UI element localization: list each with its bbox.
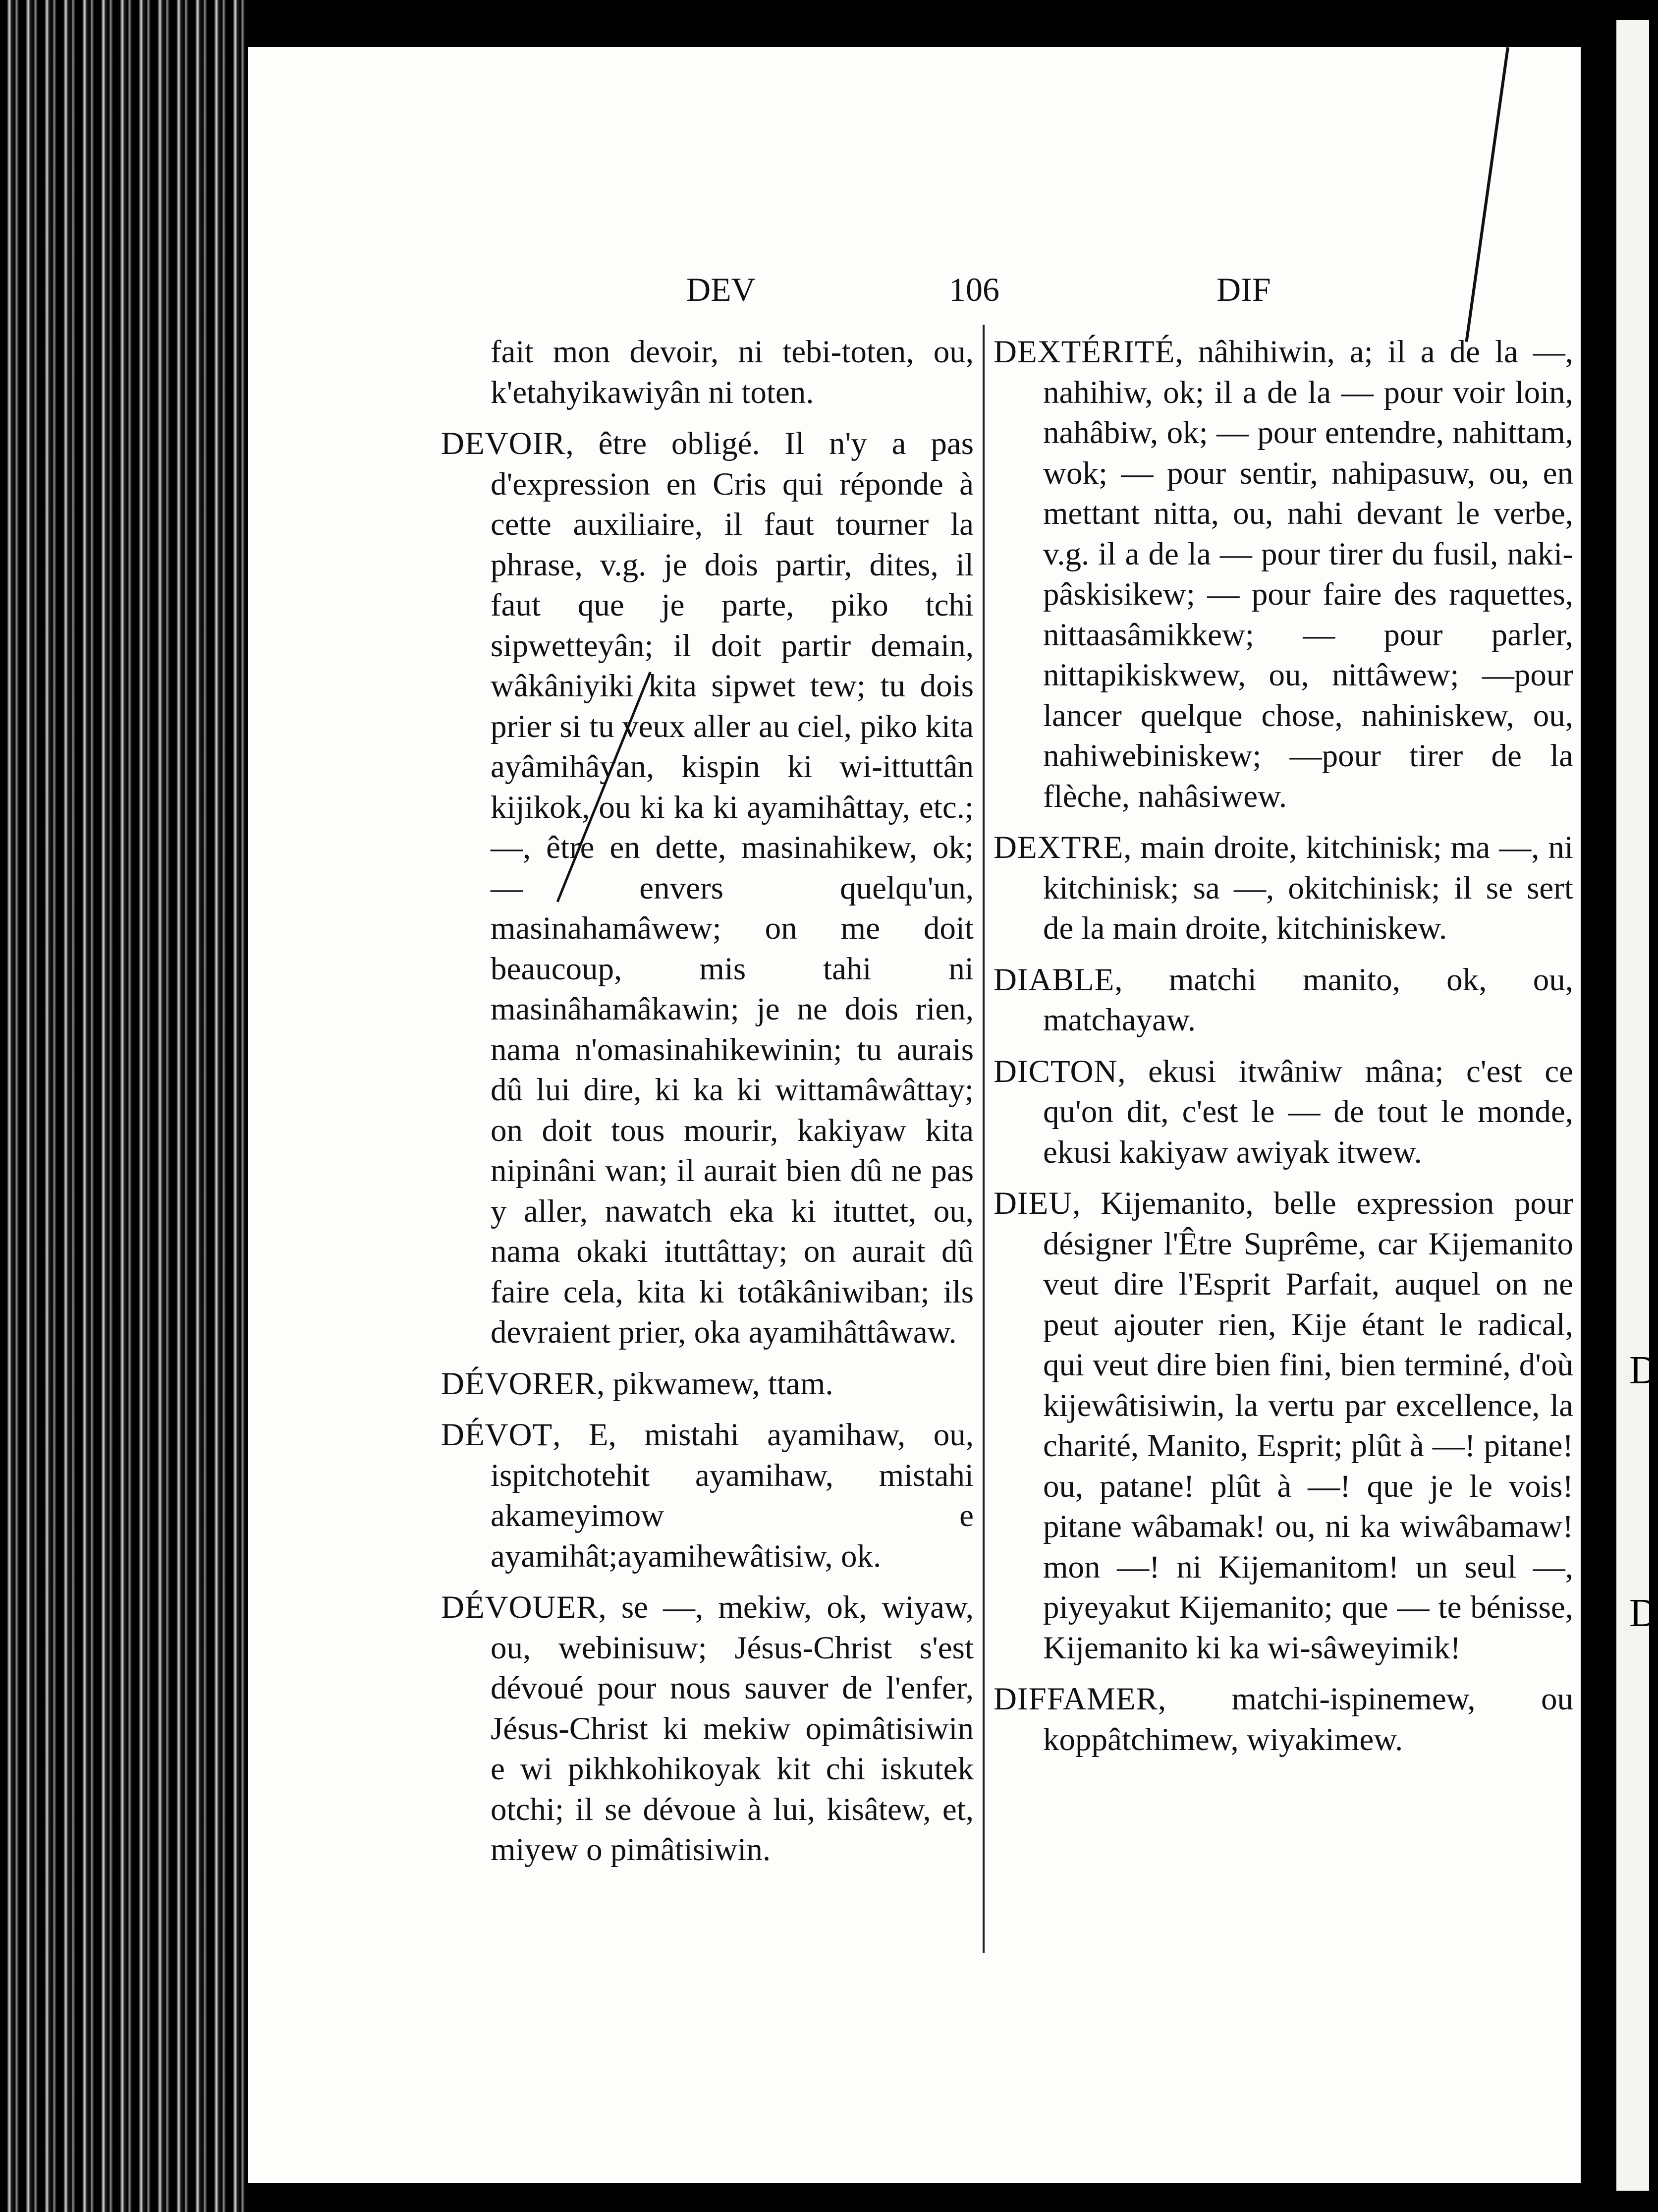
- entry-headword: DÉVOUER: [441, 1589, 599, 1625]
- adjacent-page-edge: [1581, 0, 1649, 2212]
- entry-headword: DIEU: [994, 1186, 1073, 1221]
- entry-headword: DICTON: [994, 1053, 1118, 1089]
- left-column: [441, 332, 974, 1881]
- dictionary-entry: [994, 828, 1573, 949]
- dictionary-entry: [441, 1415, 974, 1577]
- adjacent-page-letter: D: [1629, 1349, 1658, 1392]
- dictionary-entry: [441, 424, 974, 1353]
- dictionary-page: [248, 47, 1581, 2183]
- entry-headword: DEXTRE: [994, 830, 1124, 865]
- entry-text: , pikwamew, ttam.: [596, 1365, 833, 1402]
- adjacent-page-letter: D: [1629, 1591, 1658, 1635]
- column-divider: [983, 325, 985, 1953]
- entry-text: , E, mistahi ayamihaw, ou, ispitchotehit ayamihaw, mistahi akameyimow e ayamihât;ayamihewâtisiw, ok.: [491, 1417, 974, 1574]
- entry-text: , être obligé. Il n'y a pas d'expression en Cris qui réponde à cette auxiliaire, il faut tourner la phrase, v.g. je dois partir, dites, il faut que je parte, piko tchi sipwetteyân; il doit partir demain, wâkâniyiki kita sipwet tew; tu dois prier si tu veux aller au ciel, piko kita ayâmihâyan, kispin ki wi-ittuttân kijikok, ou ki ka ki ayamihâttay, etc.; —, être en dette, masinahikew, ok; — envers quelqu'un, masinahamâwew; on me doit beaucoup, mis tahi ni masinâhamâkawin; je ne dois rien, nama n'omasinahikewinin; tu aurais dû lui dire, ki ka ki wittamâwâttay; on doit tous mourir, kakiyaw kita nipinâni wan; il aurait bien dû ne pas y aller, nawatch eka ki ituttet, ou, nama okaki ituttâttay; on aurait dû faire cela, kita ki totâkâniwiban; ils devraient prier, oka ayamihâttâwaw.: [491, 426, 974, 1350]
- entry-headword: DIABLE: [994, 962, 1115, 998]
- entry-headword: DÉVOT: [441, 1417, 553, 1453]
- entry-text: , ekusi itwâniw mâna; c'est ce qu'on dit, c'est le — de tout le monde, ekusi kakiyaw awiyak itwew.: [1043, 1053, 1573, 1170]
- entry-text: , Kijemanito, belle expression pour désigner l'Être Suprême, car Kijemanito veut dire l'Esprit Parfait, auquel on ne peut ajouter rien, Kije étant le radical, qui veut dire bien fini, bien terminé, d'où kijewâtisiwin, la vertu par excellence, la charité, Manito, Esprit; plût à —! pitane! ou, patane! plût à —! que je le vois! pitane wâbamak! ou, ni ka wiwâbamaw! mon —! ni Kijemanitom! un seul —, piyeyakut Kijemanito; que — te bénisse, Kijemanito ki ka wi-sâweyimik!: [1043, 1186, 1573, 1666]
- page-number: 106: [949, 271, 999, 308]
- dictionary-entry: [994, 332, 1573, 817]
- dictionary-entry: [994, 1679, 1573, 1760]
- book-binding-edge: [0, 0, 248, 2212]
- guide-word-right: DIF: [1216, 271, 1271, 308]
- right-column: [994, 332, 1573, 1771]
- entry-text: , matchi-ispinemew, ou koppâtchimew, wiyakimew.: [1043, 1681, 1573, 1758]
- dictionary-entry: [441, 332, 974, 413]
- dictionary-entry: [994, 960, 1573, 1041]
- entry-headword: DIFFAMER: [994, 1681, 1158, 1717]
- entry-headword: DÉVORER: [441, 1365, 597, 1402]
- dictionary-entry: [994, 1184, 1573, 1668]
- running-header: [248, 270, 1581, 325]
- entry-text: , se —, mekiw, ok, wiyaw, ou, webinisuw; Jésus-Christ s'est dévoué pour nous sauver de l'enfer, Jésus-Christ ki mekiw opimâtisiwin e wi pikhkohikoyak kit chi iskutek otchi; il se dévoue à lui, kisâtew, et, miyew o pimâtisiwin.: [491, 1589, 974, 1868]
- dictionary-entry: [994, 1052, 1573, 1173]
- entry-headword: DEXTÉRITÉ: [994, 334, 1175, 370]
- entry-text: fait mon devoir, ni tebi-toten, ou, k'etahyikawiyân ni toten.: [491, 334, 974, 410]
- guide-word-left: DEV: [686, 271, 756, 308]
- entry-text: , main droite, kitchinisk; ma —, ni kitchinisk; sa —, okitchinisk; il se sert de la main droite, kitchiniskew.: [1043, 830, 1573, 946]
- entry-text: , matchi manito, ok, ou, matchayaw.: [1043, 962, 1573, 1038]
- entry-headword: DEVOIR: [441, 426, 566, 461]
- dictionary-entry: [441, 1364, 974, 1405]
- dictionary-entry: [441, 1588, 974, 1871]
- entry-text: , nâhihiwin, a; il a de la —, nahihiw, ok; il a de la — pour voir loin, nahâbiw, ok; — pour entendre, nahittam, wok; — pour sentir, nahipasuw, ou, en mettant nitta, ou, nahi devant le verbe, v.g. il a de la — pour tirer du fusil, naki-pâskisikew; — pour faire des raquettes, nittaasâmikkew; — pour parler, nittapikiskwew, ou, nittâwew; —pour lancer quelque chose, nahiniskew, ou, nahiwebiniskew; —pour tirer de la flèche, nahâsiwew.: [1043, 334, 1573, 814]
